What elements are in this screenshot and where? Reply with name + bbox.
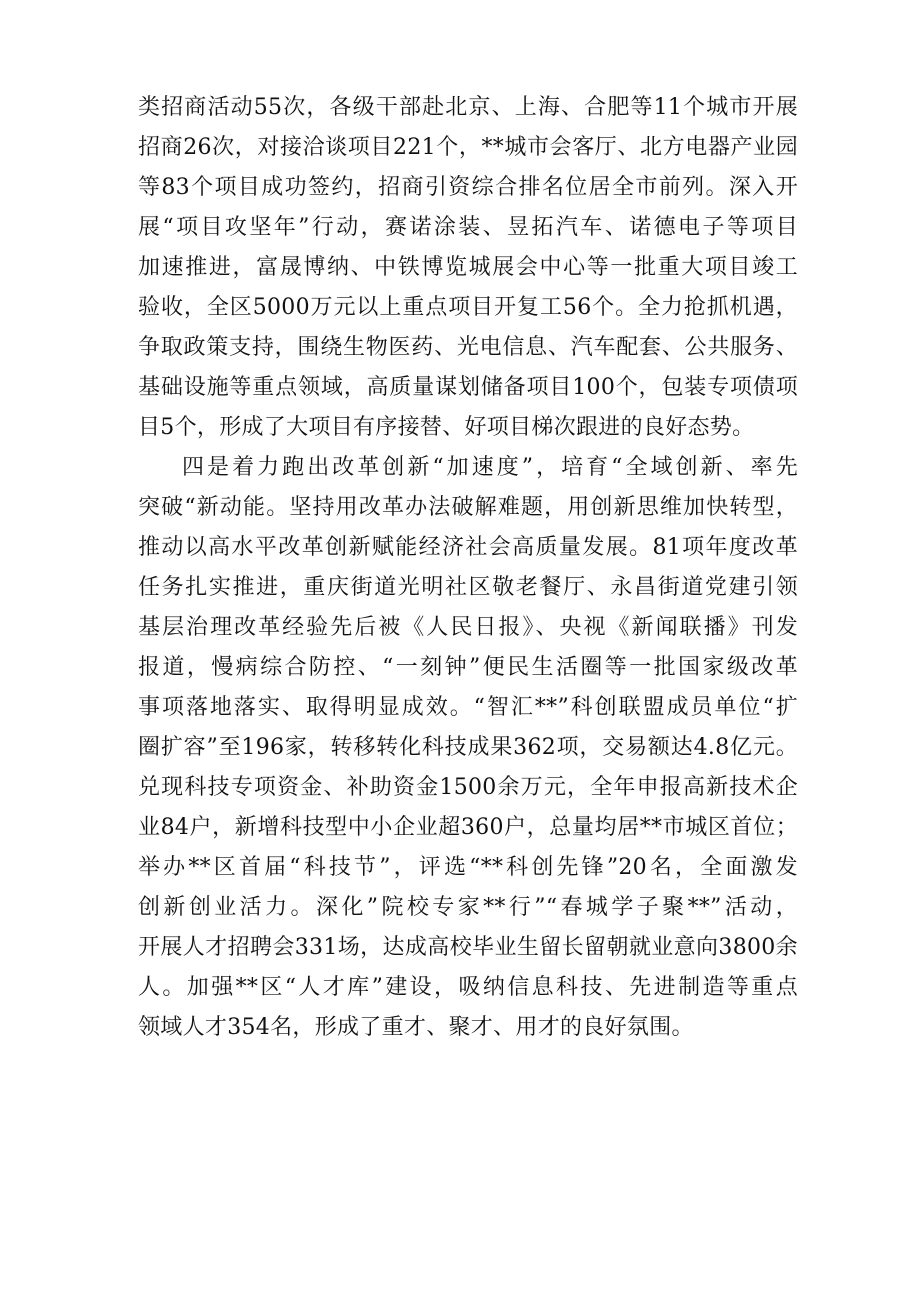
text-line: 目5个，形成了大项目有序接替、好项目梯次跟进的良好态势。 bbox=[138, 415, 755, 440]
text-line: 举办**区首届“科技节”，评选“**科创先锋”20名，全面激发 bbox=[138, 855, 798, 880]
text-line: 报道，慢病综合防控、“一刻钟”便民生活圈等一批国家级改革 bbox=[138, 655, 798, 680]
text-line: 兑现科技专项资金、补助资金1500余万元，全年申报高新技术企 bbox=[138, 775, 798, 800]
text-line: 业84户，新增科技型中小企业超360户，总量均居**市城区首位； bbox=[138, 815, 798, 840]
text-line: 突破“新动能。坚持用改革办法破解难题，用创新思维加快转型， bbox=[138, 495, 798, 520]
text-line: 圈扩容”至196家，转移转化科技成果362项，交易额达4.8亿元。 bbox=[138, 735, 798, 760]
text-line: 基层治理改革经验先后被《人民日报》、央视《新闻联播》刊发 bbox=[138, 615, 798, 640]
text-line: 领域人才354名，形成了重才、聚才、用才的良好氛围。 bbox=[138, 1015, 694, 1040]
text-line: 争取政策支持，围绕生物医药、光电信息、汽车配套、公共服务、 bbox=[138, 335, 798, 360]
document-body bbox=[138, 88, 798, 1048]
text-line: 事项落地落实、取得明显成效。“智汇**”科创联盟成员单位“扩 bbox=[138, 695, 798, 720]
text-line: 任务扎实推进，重庆街道光明社区敬老餐厅、永昌街道党建引领 bbox=[138, 575, 798, 600]
text-line: 开展人才招聘会331场，达成高校毕业生留长留朝就业意向3800余 bbox=[138, 935, 798, 960]
text-line: 等83个项目成功签约，招商引资综合排名位居全市前列。深入开 bbox=[138, 175, 798, 200]
text-line: 验收，全区5000万元以上重点项目开复工56个。全力抢抓机遇， bbox=[138, 295, 798, 320]
text-line: 基础设施等重点领域，高质量谋划储备项目100个，包装专项债项 bbox=[138, 375, 798, 400]
text-line: 类招商活动55次，各级干部赴北京、上海、合肥等11个城市开展 bbox=[138, 95, 798, 120]
text-line: 招商26次，对接洽谈项目221个，**城市会客厅、北方电器产业园 bbox=[138, 135, 798, 160]
text-line: 加速推进，富晟博纳、中铁博览城展会中心等一批重大项目竣工 bbox=[138, 255, 798, 280]
text-line: 展“项目攻坚年”行动，赛诺涂装、昱拓汽车、诺德电子等项目 bbox=[138, 215, 798, 240]
paragraph-2 bbox=[138, 448, 798, 1048]
text-line: 四是着力跑出改革创新“加速度”，培育“全域创新、率先 bbox=[182, 455, 798, 480]
paragraph-1 bbox=[138, 88, 798, 448]
text-line: 创新创业活力。深化”院校专家**行”“春城学子聚**”活动， bbox=[138, 895, 798, 920]
text-line: 推动以高水平改革创新赋能经济社会高质量发展。81项年度改革 bbox=[138, 535, 798, 560]
text-line: 人。加强**区“人才库”建设，吸纳信息科技、先进制造等重点 bbox=[138, 975, 798, 1000]
